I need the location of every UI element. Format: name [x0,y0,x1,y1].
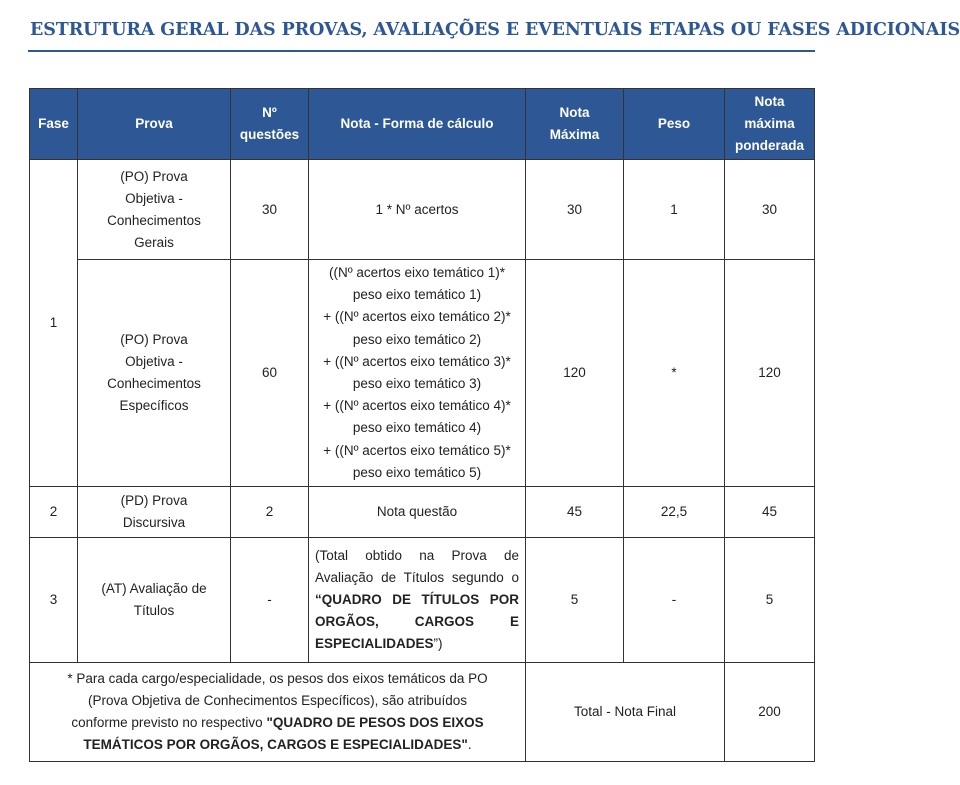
cell-ponderada-po-gerais: 30 [725,160,815,260]
prova-line: Títulos [133,603,175,618]
cell-prova-pd [78,487,231,538]
cell-questoes-at: - [231,538,309,663]
footnote-line: * Para cada cargo/especialidade, os pesos dos eixos temáticos da PO [67,671,488,686]
formula-line: + ((Nº acertos eixo temático 2)* [323,309,511,325]
calculo-tail: ”) [433,636,443,651]
prova-line: Conhecimentos [107,212,201,228]
table-row-at [30,538,815,663]
cell-prova-po-especificos [78,260,231,487]
cell-calculo-at [309,538,526,663]
exam-structure-table [29,88,815,762]
cell-peso-pd: 22,5 [624,487,725,538]
calculo-line: ORGÃOS, CARGOS E [315,614,519,629]
footnote-line: (Prova Objetiva de Conhecimentos Específicos), são atribuídos [88,693,467,708]
header-num-questoes-line2: questões [239,127,300,142]
header-row [30,89,815,160]
header-nota-maxima-line2: Máxima [549,127,600,142]
calculo-bold-text: ESPECIALIDADES [315,636,434,651]
formula-line: peso eixo temático 2) [352,331,482,347]
page-title: ESTRUTURA GERAL DAS PROVAS, AVALIAÇÕES E EVENTUAIS ETAPAS OU FASES ADICIONAIS [30,20,960,40]
prova-line: Objetiva - [125,354,183,369]
footnote-bold: "QUADRO DE PESOS DOS EIXOS [266,715,484,730]
footnote-text: conforme previsto no respectivo [71,715,267,730]
calculo-line-last [315,633,519,655]
header-prova: Prova [78,89,231,160]
prova-line: Conhecimentos [107,376,201,391]
cell-nota-maxima-pd: 45 [526,487,624,538]
cell-fase-1: 1 [30,160,78,487]
formula-line: peso eixo temático 4) [352,420,482,436]
prova-line: Objetiva - [125,190,183,206]
cell-peso-po-especificos: * [624,260,725,487]
prova-line: Gerais [134,234,174,250]
cell-ponderada-at: 5 [725,538,815,663]
total-value-cell: 200 [725,663,815,762]
formula-line: + ((Nº acertos eixo temático 5)* [323,442,511,458]
prova-line: Discursiva [122,515,186,530]
table-row-pd [30,487,815,538]
prova-line: (PO) Prova [120,332,188,347]
cell-questoes-po-especificos: 60 [231,260,309,487]
cell-nota-maxima-po-gerais: 30 [526,160,624,260]
prova-line: Específicos [119,398,189,413]
header-peso: Peso [624,89,725,160]
cell-questoes-po-gerais: 30 [231,160,309,260]
formula-line: + ((Nº acertos eixo temático 3)* [323,353,511,369]
prova-line: (PO) Prova [120,168,188,184]
header-nota-ponderada-line1: Nota [754,94,785,109]
header-num-questoes [231,89,309,160]
footnote-line [40,734,515,756]
table-row-po-gerais [30,160,815,260]
prova-line: (PD) Prova [120,493,188,508]
cell-questoes-pd: 2 [231,487,309,538]
cell-calculo-pd: Nota questão [309,487,526,538]
formula-line: peso eixo temático 3) [352,376,482,391]
calculo-line: Avaliação de Títulos segundo o [315,570,519,585]
cell-calculo-po-especificos [309,260,526,487]
header-nota-maxima [526,89,624,160]
cell-calculo-po-gerais: 1 * Nº acertos [309,160,526,260]
table-row-footer [30,663,815,762]
header-num-questoes-line1: Nº [262,105,277,120]
formula-line: peso eixo temático 1) [352,287,482,303]
cell-nota-maxima-po-especificos: 120 [526,260,624,487]
cell-peso-po-gerais: 1 [624,160,725,260]
calculo-line: “QUADRO DE TÍTULOS POR [315,592,519,607]
total-label-cell: Total - Nota Final [526,663,725,762]
footnote-cell [30,663,526,762]
footnote-end: . [467,737,472,752]
header-nota-ponderada [725,89,815,160]
header-forma-calculo: Nota - Forma de cálculo [309,89,526,160]
header-nota-ponderada-line2: máxima [744,116,795,131]
footnote-line [40,712,515,734]
formula-line: + ((Nº acertos eixo temático 4)* [323,398,511,414]
formula-line: ((Nº acertos eixo temático 1)* [329,264,505,280]
cell-peso-at: - [624,538,725,663]
cell-prova-at [78,538,231,663]
header-nota-ponderada-line3: ponderada [734,138,804,153]
formula-line: peso eixo temático 5) [352,464,482,480]
cell-nota-maxima-at: 5 [526,538,624,663]
header-fase: Fase [30,89,78,160]
table-row-po-especificos [30,260,815,487]
cell-fase-3: 3 [30,538,78,663]
prova-line: (AT) Avaliação de [101,581,207,596]
cell-fase-2: 2 [30,487,78,538]
footnote-bold: TEMÁTICOS POR ORGÃOS, CARGOS E ESPECIALIDADES" [83,737,468,752]
cell-prova-po-gerais [78,160,231,260]
cell-ponderada-pd: 45 [725,487,815,538]
title-underline [28,50,815,52]
calculo-line: (Total obtido na Prova de [315,548,519,563]
cell-ponderada-po-especificos: 120 [725,260,815,487]
header-nota-maxima-line1: Nota [559,105,590,120]
